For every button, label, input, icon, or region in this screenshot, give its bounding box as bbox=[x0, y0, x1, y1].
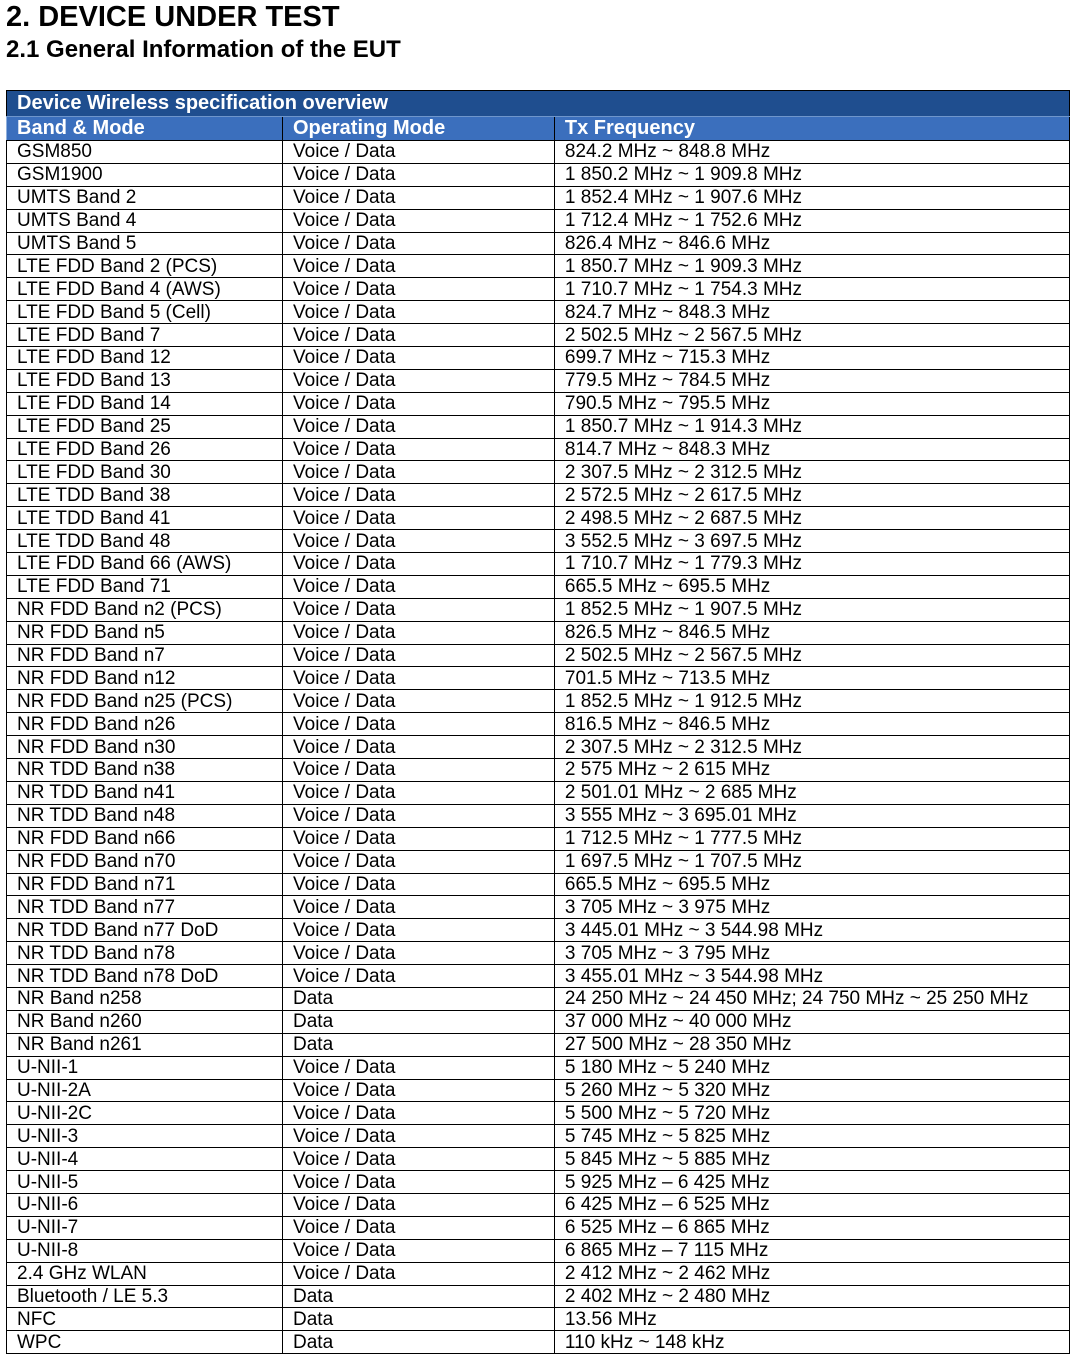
tx-frequency-cell: 826.4 MHz ~ 846.6 MHz bbox=[554, 232, 1069, 255]
table-row bbox=[7, 438, 1070, 461]
operating-mode-cell: Data bbox=[283, 1331, 555, 1354]
tx-frequency-cell: 5 260 MHz ~ 5 320 MHz bbox=[554, 1079, 1069, 1102]
band-mode-cell: U-NII-1 bbox=[7, 1056, 283, 1079]
table-row bbox=[7, 369, 1070, 392]
band-mode-cell: NR FDD Band n30 bbox=[7, 736, 283, 759]
band-mode-cell: LTE FDD Band 13 bbox=[7, 369, 283, 392]
operating-mode-cell: Data bbox=[283, 1285, 555, 1308]
wireless-spec-table bbox=[6, 90, 1070, 1354]
operating-mode-cell: Voice / Data bbox=[283, 713, 555, 736]
operating-mode-cell: Voice / Data bbox=[283, 484, 555, 507]
band-mode-cell: LTE FDD Band 25 bbox=[7, 415, 283, 438]
tx-frequency-cell: 5 500 MHz ~ 5 720 MHz bbox=[554, 1102, 1069, 1125]
tx-frequency-cell: 3 705 MHz ~ 3 795 MHz bbox=[554, 942, 1069, 965]
operating-mode-cell: Voice / Data bbox=[283, 461, 555, 484]
table-row bbox=[7, 621, 1070, 644]
band-mode-cell: UMTS Band 2 bbox=[7, 186, 283, 209]
band-mode-cell: LTE FDD Band 30 bbox=[7, 461, 283, 484]
band-mode-cell: U-NII-2A bbox=[7, 1079, 283, 1102]
tx-frequency-cell: 1 850.7 MHz ~ 1 914.3 MHz bbox=[554, 415, 1069, 438]
table-row bbox=[7, 1193, 1070, 1216]
band-mode-cell: NR TDD Band n38 bbox=[7, 759, 283, 782]
band-mode-cell: LTE FDD Band 14 bbox=[7, 392, 283, 415]
table-row bbox=[7, 255, 1070, 278]
tx-frequency-cell: 2 572.5 MHz ~ 2 617.5 MHz bbox=[554, 484, 1069, 507]
tx-frequency-cell: 1 712.4 MHz ~ 1 752.6 MHz bbox=[554, 209, 1069, 232]
table-row bbox=[7, 644, 1070, 667]
table-row bbox=[7, 873, 1070, 896]
operating-mode-cell: Voice / Data bbox=[283, 392, 555, 415]
table-row bbox=[7, 736, 1070, 759]
operating-mode-cell: Voice / Data bbox=[283, 896, 555, 919]
table-row bbox=[7, 827, 1070, 850]
tx-frequency-cell: 24 250 MHz ~ 24 450 MHz; 24 750 MHz ~ 25 250 MHz bbox=[554, 987, 1069, 1010]
tx-frequency-cell: 2 402 MHz ~ 2 480 MHz bbox=[554, 1285, 1069, 1308]
operating-mode-cell: Voice / Data bbox=[283, 919, 555, 942]
tx-frequency-cell: 1 852.5 MHz ~ 1 907.5 MHz bbox=[554, 598, 1069, 621]
table-row bbox=[7, 1285, 1070, 1308]
operating-mode-cell: Voice / Data bbox=[283, 598, 555, 621]
column-header-tx-frequency: Tx Frequency bbox=[554, 117, 1069, 141]
subsection-heading: 2.1 General Information of the EUT bbox=[6, 36, 401, 63]
tx-frequency-cell: 2 502.5 MHz ~ 2 567.5 MHz bbox=[554, 324, 1069, 347]
table-row bbox=[7, 759, 1070, 782]
table-row bbox=[7, 209, 1070, 232]
band-mode-cell: UMTS Band 4 bbox=[7, 209, 283, 232]
band-mode-cell: Bluetooth / LE 5.3 bbox=[7, 1285, 283, 1308]
band-mode-cell: U-NII-6 bbox=[7, 1193, 283, 1216]
operating-mode-cell: Voice / Data bbox=[283, 965, 555, 988]
band-mode-cell: LTE TDD Band 41 bbox=[7, 507, 283, 530]
band-mode-cell: U-NII-5 bbox=[7, 1171, 283, 1194]
band-mode-cell: LTE FDD Band 2 (PCS) bbox=[7, 255, 283, 278]
table-row bbox=[7, 896, 1070, 919]
tx-frequency-cell: 13.56 MHz bbox=[554, 1308, 1069, 1331]
tx-frequency-cell: 6 865 MHz – 7 115 MHz bbox=[554, 1239, 1069, 1262]
tx-frequency-cell: 2 575 MHz ~ 2 615 MHz bbox=[554, 759, 1069, 782]
band-mode-cell: NFC bbox=[7, 1308, 283, 1331]
operating-mode-cell: Voice / Data bbox=[283, 804, 555, 827]
band-mode-cell: NR FDD Band n70 bbox=[7, 850, 283, 873]
tx-frequency-cell: 2 307.5 MHz ~ 2 312.5 MHz bbox=[554, 461, 1069, 484]
operating-mode-cell: Voice / Data bbox=[283, 644, 555, 667]
operating-mode-cell: Voice / Data bbox=[283, 301, 555, 324]
operating-mode-cell: Voice / Data bbox=[283, 827, 555, 850]
table-row bbox=[7, 141, 1070, 164]
band-mode-cell: U-NII-2C bbox=[7, 1102, 283, 1125]
band-mode-cell: NR TDD Band n48 bbox=[7, 804, 283, 827]
table-row bbox=[7, 850, 1070, 873]
section-heading: 2. DEVICE UNDER TEST bbox=[6, 1, 340, 33]
tx-frequency-cell: 665.5 MHz ~ 695.5 MHz bbox=[554, 575, 1069, 598]
table-row bbox=[7, 575, 1070, 598]
tx-frequency-cell: 27 500 MHz ~ 28 350 MHz bbox=[554, 1033, 1069, 1056]
band-mode-cell: LTE FDD Band 26 bbox=[7, 438, 283, 461]
tx-frequency-cell: 790.5 MHz ~ 795.5 MHz bbox=[554, 392, 1069, 415]
operating-mode-cell: Voice / Data bbox=[283, 690, 555, 713]
table-row bbox=[7, 530, 1070, 553]
band-mode-cell: UMTS Band 5 bbox=[7, 232, 283, 255]
operating-mode-cell: Voice / Data bbox=[283, 186, 555, 209]
operating-mode-cell: Voice / Data bbox=[283, 324, 555, 347]
tx-frequency-cell: 1 850.7 MHz ~ 1 909.3 MHz bbox=[554, 255, 1069, 278]
tx-frequency-cell: 5 925 MHz – 6 425 MHz bbox=[554, 1171, 1069, 1194]
operating-mode-cell: Voice / Data bbox=[283, 1148, 555, 1171]
tx-frequency-cell: 1 712.5 MHz ~ 1 777.5 MHz bbox=[554, 827, 1069, 850]
band-mode-cell: LTE FDD Band 66 (AWS) bbox=[7, 553, 283, 576]
band-mode-cell: NR TDD Band n78 DoD bbox=[7, 965, 283, 988]
table-row bbox=[7, 690, 1070, 713]
operating-mode-cell: Voice / Data bbox=[283, 873, 555, 896]
table-row bbox=[7, 392, 1070, 415]
operating-mode-cell: Voice / Data bbox=[283, 942, 555, 965]
tx-frequency-cell: 2 307.5 MHz ~ 2 312.5 MHz bbox=[554, 736, 1069, 759]
operating-mode-cell: Data bbox=[283, 1010, 555, 1033]
tx-frequency-cell: 701.5 MHz ~ 713.5 MHz bbox=[554, 667, 1069, 690]
tx-frequency-cell: 37 000 MHz ~ 40 000 MHz bbox=[554, 1010, 1069, 1033]
tx-frequency-cell: 1 710.7 MHz ~ 1 779.3 MHz bbox=[554, 553, 1069, 576]
band-mode-cell: GSM1900 bbox=[7, 163, 283, 186]
operating-mode-cell: Voice / Data bbox=[283, 209, 555, 232]
table-row bbox=[7, 965, 1070, 988]
table-row bbox=[7, 324, 1070, 347]
tx-frequency-cell: 699.7 MHz ~ 715.3 MHz bbox=[554, 347, 1069, 370]
tx-frequency-cell: 816.5 MHz ~ 846.5 MHz bbox=[554, 713, 1069, 736]
table-row bbox=[7, 1308, 1070, 1331]
table-row bbox=[7, 987, 1070, 1010]
band-mode-cell: NR Band n260 bbox=[7, 1010, 283, 1033]
table-title-row bbox=[7, 91, 1070, 117]
band-mode-cell: NR TDD Band n41 bbox=[7, 781, 283, 804]
operating-mode-cell: Voice / Data bbox=[283, 759, 555, 782]
band-mode-cell: NR FDD Band n2 (PCS) bbox=[7, 598, 283, 621]
operating-mode-cell: Voice / Data bbox=[283, 438, 555, 461]
operating-mode-cell: Voice / Data bbox=[283, 850, 555, 873]
table-row bbox=[7, 278, 1070, 301]
tx-frequency-cell: 2 501.01 MHz ~ 2 685 MHz bbox=[554, 781, 1069, 804]
table-row bbox=[7, 804, 1070, 827]
operating-mode-cell: Voice / Data bbox=[283, 278, 555, 301]
column-header-band-mode: Band & Mode bbox=[7, 117, 283, 141]
operating-mode-cell: Voice / Data bbox=[283, 255, 555, 278]
table-row bbox=[7, 781, 1070, 804]
table-row bbox=[7, 461, 1070, 484]
operating-mode-cell: Voice / Data bbox=[283, 575, 555, 598]
tx-frequency-cell: 1 852.5 MHz ~ 1 912.5 MHz bbox=[554, 690, 1069, 713]
operating-mode-cell: Voice / Data bbox=[283, 347, 555, 370]
tx-frequency-cell: 665.5 MHz ~ 695.5 MHz bbox=[554, 873, 1069, 896]
table-row bbox=[7, 347, 1070, 370]
band-mode-cell: NR FDD Band n26 bbox=[7, 713, 283, 736]
band-mode-cell: NR FDD Band n7 bbox=[7, 644, 283, 667]
table-row bbox=[7, 553, 1070, 576]
operating-mode-cell: Voice / Data bbox=[283, 736, 555, 759]
band-mode-cell: WPC bbox=[7, 1331, 283, 1354]
tx-frequency-cell: 6 525 MHz – 6 865 MHz bbox=[554, 1216, 1069, 1239]
band-mode-cell: NR TDD Band n77 bbox=[7, 896, 283, 919]
operating-mode-cell: Voice / Data bbox=[283, 1216, 555, 1239]
tx-frequency-cell: 3 455.01 MHz ~ 3 544.98 MHz bbox=[554, 965, 1069, 988]
band-mode-cell: NR Band n258 bbox=[7, 987, 283, 1010]
table-row bbox=[7, 942, 1070, 965]
operating-mode-cell: Voice / Data bbox=[283, 1125, 555, 1148]
tx-frequency-cell: 824.7 MHz ~ 848.3 MHz bbox=[554, 301, 1069, 324]
operating-mode-cell: Voice / Data bbox=[283, 1056, 555, 1079]
band-mode-cell: LTE TDD Band 38 bbox=[7, 484, 283, 507]
operating-mode-cell: Data bbox=[283, 1308, 555, 1331]
band-mode-cell: NR FDD Band n66 bbox=[7, 827, 283, 850]
table-row bbox=[7, 598, 1070, 621]
tx-frequency-cell: 2 412 MHz ~ 2 462 MHz bbox=[554, 1262, 1069, 1285]
tx-frequency-cell: 1 697.5 MHz ~ 1 707.5 MHz bbox=[554, 850, 1069, 873]
operating-mode-cell: Data bbox=[283, 987, 555, 1010]
table-row bbox=[7, 1148, 1070, 1171]
table-row bbox=[7, 484, 1070, 507]
tx-frequency-cell: 110 kHz ~ 148 kHz bbox=[554, 1331, 1069, 1354]
operating-mode-cell: Voice / Data bbox=[283, 667, 555, 690]
operating-mode-cell: Voice / Data bbox=[283, 415, 555, 438]
table-row bbox=[7, 1033, 1070, 1056]
operating-mode-cell: Data bbox=[283, 1033, 555, 1056]
operating-mode-cell: Voice / Data bbox=[283, 1193, 555, 1216]
operating-mode-cell: Voice / Data bbox=[283, 369, 555, 392]
band-mode-cell: NR TDD Band n78 bbox=[7, 942, 283, 965]
table-row bbox=[7, 1010, 1070, 1033]
table-row bbox=[7, 1331, 1070, 1354]
band-mode-cell: LTE TDD Band 48 bbox=[7, 530, 283, 553]
operating-mode-cell: Voice / Data bbox=[283, 507, 555, 530]
band-mode-cell: NR FDD Band n12 bbox=[7, 667, 283, 690]
band-mode-cell: NR Band n261 bbox=[7, 1033, 283, 1056]
operating-mode-cell: Voice / Data bbox=[283, 530, 555, 553]
tx-frequency-cell: 1 710.7 MHz ~ 1 754.3 MHz bbox=[554, 278, 1069, 301]
band-mode-cell: U-NII-3 bbox=[7, 1125, 283, 1148]
band-mode-cell: GSM850 bbox=[7, 141, 283, 164]
tx-frequency-cell: 779.5 MHz ~ 784.5 MHz bbox=[554, 369, 1069, 392]
tx-frequency-cell: 3 552.5 MHz ~ 3 697.5 MHz bbox=[554, 530, 1069, 553]
tx-frequency-cell: 5 180 MHz ~ 5 240 MHz bbox=[554, 1056, 1069, 1079]
table-row bbox=[7, 1102, 1070, 1125]
band-mode-cell: NR FDD Band n25 (PCS) bbox=[7, 690, 283, 713]
operating-mode-cell: Voice / Data bbox=[283, 1171, 555, 1194]
table-header-row bbox=[7, 117, 1070, 141]
tx-frequency-cell: 824.2 MHz ~ 848.8 MHz bbox=[554, 141, 1069, 164]
table-row bbox=[7, 1171, 1070, 1194]
band-mode-cell: LTE FDD Band 4 (AWS) bbox=[7, 278, 283, 301]
table-row bbox=[7, 163, 1070, 186]
tx-frequency-cell: 2 502.5 MHz ~ 2 567.5 MHz bbox=[554, 644, 1069, 667]
table-row bbox=[7, 415, 1070, 438]
table-row bbox=[7, 1056, 1070, 1079]
column-header-operating-mode: Operating Mode bbox=[283, 117, 555, 141]
tx-frequency-cell: 3 705 MHz ~ 3 975 MHz bbox=[554, 896, 1069, 919]
band-mode-cell: NR FDD Band n5 bbox=[7, 621, 283, 644]
tx-frequency-cell: 826.5 MHz ~ 846.5 MHz bbox=[554, 621, 1069, 644]
band-mode-cell: LTE FDD Band 7 bbox=[7, 324, 283, 347]
band-mode-cell: 2.4 GHz WLAN bbox=[7, 1262, 283, 1285]
operating-mode-cell: Voice / Data bbox=[283, 141, 555, 164]
operating-mode-cell: Voice / Data bbox=[283, 621, 555, 644]
band-mode-cell: U-NII-4 bbox=[7, 1148, 283, 1171]
operating-mode-cell: Voice / Data bbox=[283, 1102, 555, 1125]
operating-mode-cell: Voice / Data bbox=[283, 553, 555, 576]
tx-frequency-cell: 1 850.2 MHz ~ 1 909.8 MHz bbox=[554, 163, 1069, 186]
tx-frequency-cell: 2 498.5 MHz ~ 2 687.5 MHz bbox=[554, 507, 1069, 530]
table-row bbox=[7, 186, 1070, 209]
tx-frequency-cell: 3 445.01 MHz ~ 3 544.98 MHz bbox=[554, 919, 1069, 942]
band-mode-cell: NR TDD Band n77 DoD bbox=[7, 919, 283, 942]
table-row bbox=[7, 919, 1070, 942]
table-row bbox=[7, 713, 1070, 736]
table-row bbox=[7, 232, 1070, 255]
table-row bbox=[7, 507, 1070, 530]
tx-frequency-cell: 814.7 MHz ~ 848.3 MHz bbox=[554, 438, 1069, 461]
band-mode-cell: NR FDD Band n71 bbox=[7, 873, 283, 896]
tx-frequency-cell: 3 555 MHz ~ 3 695.01 MHz bbox=[554, 804, 1069, 827]
tx-frequency-cell: 1 852.4 MHz ~ 1 907.6 MHz bbox=[554, 186, 1069, 209]
table-row bbox=[7, 1262, 1070, 1285]
tx-frequency-cell: 6 425 MHz – 6 525 MHz bbox=[554, 1193, 1069, 1216]
band-mode-cell: U-NII-7 bbox=[7, 1216, 283, 1239]
table-title: Device Wireless specification overview bbox=[7, 91, 1070, 117]
tx-frequency-cell: 5 745 MHz ~ 5 825 MHz bbox=[554, 1125, 1069, 1148]
operating-mode-cell: Voice / Data bbox=[283, 1079, 555, 1102]
operating-mode-cell: Voice / Data bbox=[283, 163, 555, 186]
table-row bbox=[7, 1125, 1070, 1148]
table-row bbox=[7, 301, 1070, 324]
band-mode-cell: LTE FDD Band 71 bbox=[7, 575, 283, 598]
table-body bbox=[7, 141, 1070, 1354]
band-mode-cell: LTE FDD Band 12 bbox=[7, 347, 283, 370]
operating-mode-cell: Voice / Data bbox=[283, 232, 555, 255]
table-row bbox=[7, 667, 1070, 690]
band-mode-cell: U-NII-8 bbox=[7, 1239, 283, 1262]
table-row bbox=[7, 1216, 1070, 1239]
band-mode-cell: LTE FDD Band 5 (Cell) bbox=[7, 301, 283, 324]
operating-mode-cell: Voice / Data bbox=[283, 1239, 555, 1262]
table-row bbox=[7, 1239, 1070, 1262]
operating-mode-cell: Voice / Data bbox=[283, 1262, 555, 1285]
table-row bbox=[7, 1079, 1070, 1102]
tx-frequency-cell: 5 845 MHz ~ 5 885 MHz bbox=[554, 1148, 1069, 1171]
operating-mode-cell: Voice / Data bbox=[283, 781, 555, 804]
